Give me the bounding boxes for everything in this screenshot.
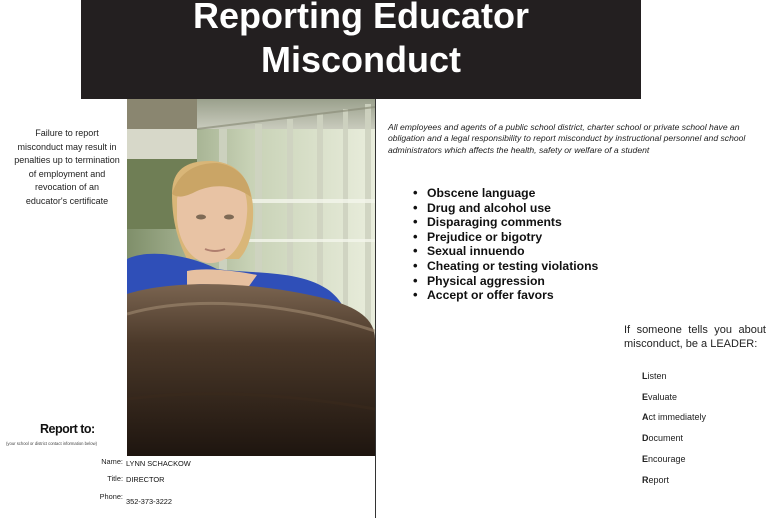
- leader-acronym-list: [642, 366, 706, 490]
- list-item: • Drug and alcohol use: [410, 201, 598, 216]
- leader-intro: If someone tells you about misconduct, be a LEADER:: [624, 324, 766, 350]
- leader-word-rest: isten: [647, 371, 667, 381]
- leader-initial: E: [642, 391, 649, 402]
- title-line-2: Misconduct: [260, 39, 461, 80]
- leader-word-rest: ncourage: [648, 453, 686, 464]
- title-value: DIRECTOR: [126, 475, 165, 484]
- leader-initial: A: [642, 412, 649, 423]
- leader-item-document: [642, 428, 706, 449]
- phone-value: 352-373-3222: [126, 497, 173, 506]
- name-value: LYNN SCHACKOW: [126, 459, 191, 468]
- leader-word-rest: eport: [648, 474, 670, 485]
- leader-item-act: [642, 407, 706, 428]
- leader-item-evaluate: [642, 387, 706, 408]
- leader-word-rest: valuate: [648, 391, 678, 402]
- list-item: • Accept or offer favors: [410, 288, 598, 303]
- list-item: • Prejudice or bigotry: [410, 230, 598, 245]
- list-item: • Cheating or testing violations: [410, 259, 598, 274]
- list-item: • Sexual innuendo: [410, 244, 598, 259]
- title-label: Title:: [107, 474, 123, 483]
- report-to-subtext: (your school or district contact information below): [6, 441, 97, 446]
- leader-word-rest: ct immediately: [648, 412, 707, 423]
- leader-item-report: [642, 470, 706, 491]
- title-line-1: Reporting Educator: [192, 0, 529, 36]
- leader-initial: L: [642, 371, 648, 381]
- list-item: • Physical aggression: [410, 274, 598, 289]
- name-label: Name:: [101, 457, 123, 466]
- leader-word-rest: ocument: [648, 433, 684, 444]
- leader-item-listen: [642, 366, 706, 387]
- phone-label: Phone:: [99, 492, 123, 501]
- student-on-bus-photo: [127, 99, 375, 456]
- report-to-heading: Report to:: [40, 422, 95, 436]
- misconduct-list: [410, 186, 598, 303]
- list-item: • Obscene language: [410, 186, 598, 201]
- leader-initial: E: [642, 453, 649, 464]
- leader-initial: R: [642, 474, 649, 485]
- penalty-note: Failure to report misconduct may result in penalties up to termination of employment and revocation of an educator's certificate: [14, 128, 120, 206]
- list-item: • Disparaging comments: [410, 215, 598, 230]
- leader-item-encourage: [642, 449, 706, 470]
- column-divider: [375, 99, 376, 518]
- leader-initial: D: [642, 433, 649, 444]
- obligation-statement: All employees and agents of a public school district, charter school or private school have an obligation and a legal responsibility to report misconduct by instructional personnel and school administrators which affects the health, safety or welfare of a student: [388, 122, 746, 155]
- title-banner: [81, 0, 641, 99]
